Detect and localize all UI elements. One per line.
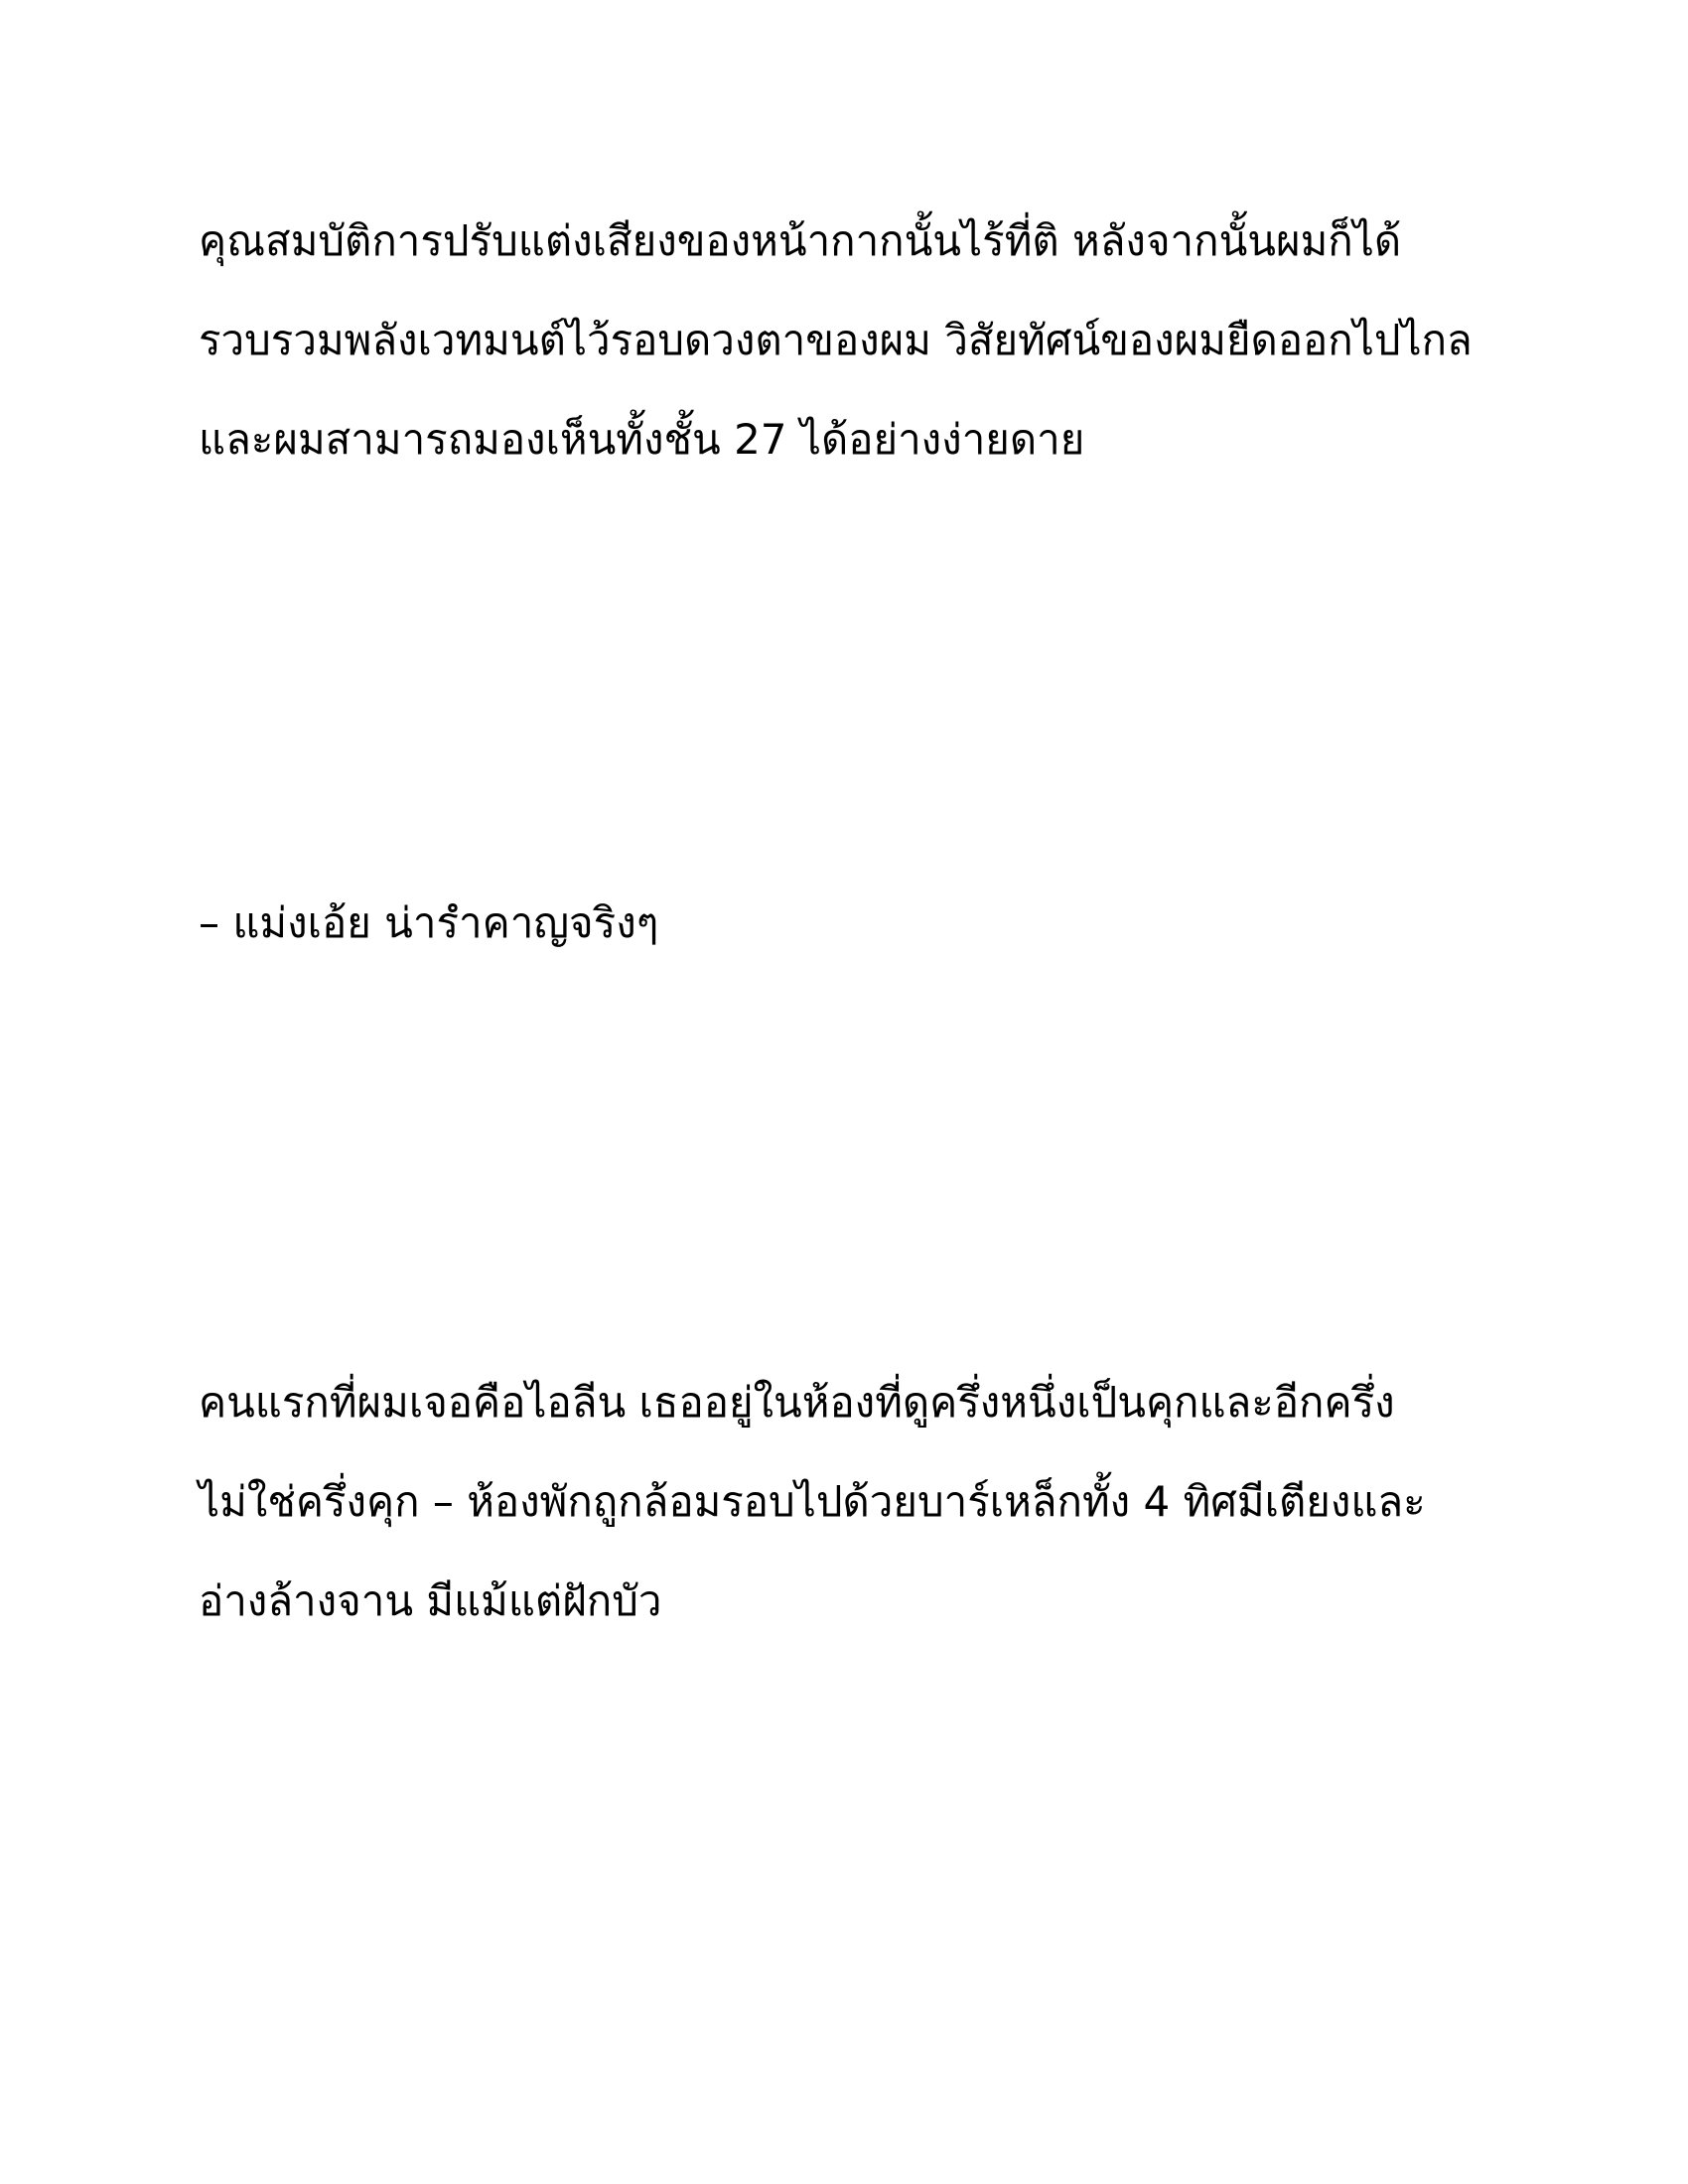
- paragraph-3-line-1: คนแรกที่ผมเจอคือไอลีน เธออยู่ในห้องที่ดูครึ่งหนึ่งเป็นคุกและอีกครึ่ง: [199, 1378, 1395, 1427]
- paragraph-3-line-2: ไม่ใช่ครึ่งคุก – ห้องพักถูกล้อมรอบไปด้วยบาร์เหล็กทั้ง 4 ทิศมีเตียงและ: [199, 1477, 1426, 1526]
- paragraph-1-line-3: และผมสามารถมองเห็นทั้งชั้น 27 ได้อย่างง่ายดาย: [199, 415, 1085, 464]
- paragraph-1-line-2: รวบรวมพลังเวทมนต์ไว้รอบดวงตาของผม วิสัยทัศน์ของผมยืดออกไปไกล: [199, 316, 1473, 364]
- paragraph-1-line-1: คุณสมบัติการปรับแต่งเสียงของหน้ากากนั้นไร้ที่ติ หลังจากนั้นผมก็ได้: [199, 216, 1402, 265]
- paragraph-3-line-3: อ่างล้างจาน มีแม้แต่ฝักบัว: [199, 1576, 662, 1625]
- paragraph-2-line-1: – แม่งเอ้ย น่ารำคาญจริงๆ: [199, 898, 659, 947]
